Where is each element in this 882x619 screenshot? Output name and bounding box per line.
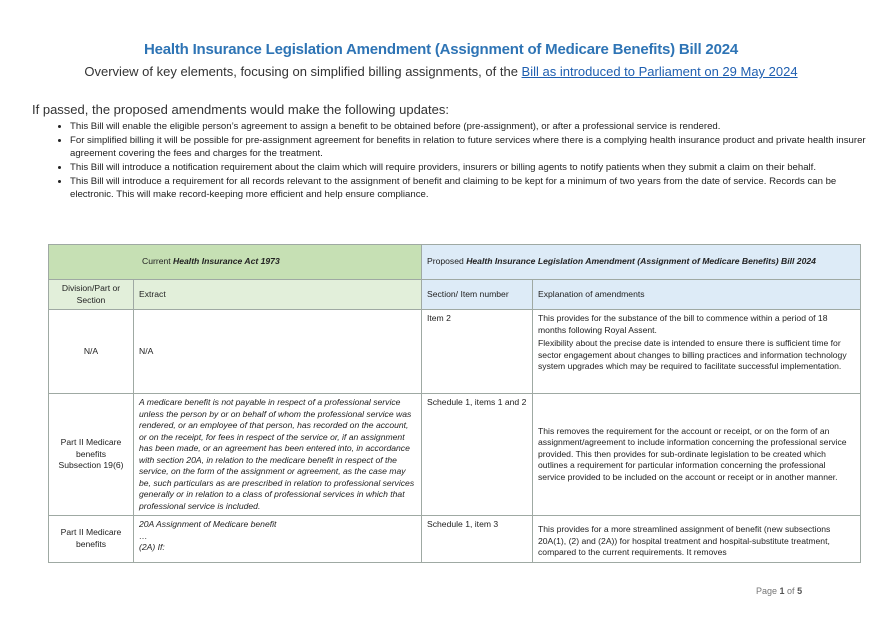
row-division: N/A	[49, 310, 134, 394]
bullet-item: • For simplified billing it will be possible for pre-assignment agreement for benefits in relation to future services where there is a complying health insurance product and private health insurer agreement covering the fees and charges for the treatment.	[70, 134, 870, 160]
extract-line: (2A) If:	[139, 542, 165, 552]
row-section: Schedule 1, items 1 and 2	[422, 394, 533, 516]
col-section: Section/ Item number	[422, 280, 533, 310]
subtitle-text: Overview of key elements, focusing on simplified billing assignments, of the	[84, 64, 522, 79]
row-section: Schedule 1, item 3	[422, 516, 533, 563]
row-extract: N/A	[134, 310, 422, 394]
row-division: Part II Medicare benefits	[49, 516, 134, 563]
explanation-paragraph: Flexibility about the precise date is intended to ensure there is sufficient time for sector engagement about changes to billing practices and information technology system upgrades which may be required to facilitate successful implementation.	[538, 338, 847, 371]
header-proposed	[422, 245, 861, 280]
bullet-item: • This Bill will introduce a requirement for all records relevant to the assignment of benefit and claiming to be kept for a minimum of two years from the date of service. Records can be electronic. This will make record-keeping more efficient and help ensure compliance.	[70, 175, 870, 201]
table-header-row	[49, 245, 861, 280]
col-division: Division/Part or Section	[49, 280, 134, 310]
comparison-table	[48, 244, 861, 563]
document-title: Health Insurance Legislation Amendment (Assignment of Medicare Benefits) Bill 2024	[143, 41, 738, 58]
page-total: 5	[797, 586, 803, 596]
page-number	[756, 586, 802, 596]
col-extract: Extract	[134, 280, 422, 310]
extract-line: 20A Assignment of Medicare benefit	[139, 519, 277, 529]
table-subheader-row	[49, 280, 861, 310]
header-current-act: Health Insurance Act 1973	[173, 256, 280, 267]
row-explanation	[533, 310, 861, 394]
table-row	[49, 310, 861, 394]
intro-text: If passed, the proposed amendments would make the following updates:	[32, 102, 449, 117]
header-proposed-bill: Health Insurance Legislation Amendment (Assignment of Medicare Benefits) Bill 2024	[466, 256, 816, 267]
table-row	[49, 394, 861, 516]
row-extract: A medicare benefit is not payable in respect of a professional service unless the person by or on behalf of whom the professional service was rendered, or an employee of that person, has recorded on the account, or on the receipt, for fees in respect of the service or, if an assignment has been made, or an agreement has been entered into, in accordance with section 20A, in relation to the medicare benefit in respect of the service, on the form of the assignment or agreement, as the case may be, such particulars as are prescribed in relation to professional services generally or in relation to a class of professional services in which that professional service is included.	[134, 394, 422, 516]
bullet-list	[52, 120, 870, 202]
header-proposed-prefix: Proposed	[427, 256, 467, 267]
row-division: Part II Medicare benefits Subsection 19(6)	[49, 394, 134, 516]
table-row	[49, 516, 861, 563]
bill-link[interactable]: Bill as introduced to Parliament on 29 May 2024	[521, 64, 798, 79]
row-extract	[134, 516, 422, 563]
page-of: of	[784, 586, 798, 596]
explanation-paragraph: This provides for the substance of the bill to commence within a period of 18 months following Royal Assent.	[538, 313, 828, 335]
row-explanation: This provides for a more streamlined assignment of benefit (new subsections 20A(1), (2) and (2A)) for hospital treatment and hospital-substitute treatment, compared to the current requirements. It removes	[533, 516, 861, 563]
row-explanation: This removes the requirement for the account or receipt, or on the form of an assignment/agreement to include information concerning the professional service provided. This then provides for sub-ordinate legislation to be created which outlines a requirement for particular information concerning the professional service provided to be included on the account or receipt or in another manner.	[533, 394, 861, 516]
document-subtitle	[0, 64, 882, 79]
page-bottom-margin	[0, 582, 882, 619]
page-label: Page	[756, 586, 780, 596]
col-explanation: Explanation of amendments	[533, 280, 861, 310]
header-current-prefix: Current	[142, 256, 174, 267]
bullet-item: • This Bill will enable the eligible person’s agreement to assign a benefit to be obtained before (pre-assignment), or after a professional service is rendered.	[70, 120, 870, 133]
extract-line: …	[139, 530, 148, 541]
page-current: 1	[779, 586, 785, 596]
header-current	[49, 245, 422, 280]
bullet-item: • This Bill will introduce a notification requirement about the claim which will require providers, insurers or billing agents to notify patients when they submit a claim on their behalf.	[70, 161, 870, 174]
row-section: Item 2	[422, 310, 533, 394]
